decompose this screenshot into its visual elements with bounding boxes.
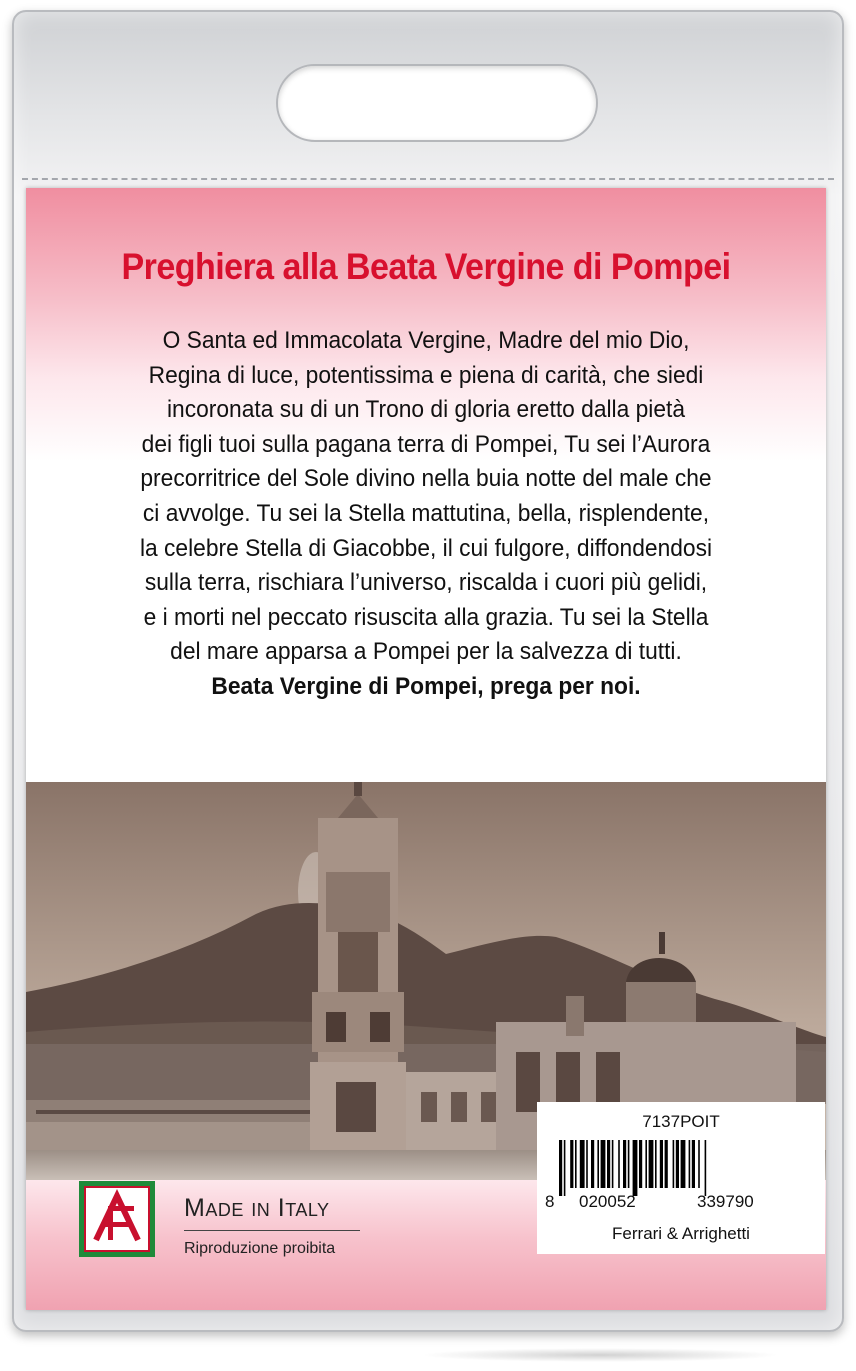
barcode-bar (692, 1140, 695, 1188)
barcode-bar (698, 1140, 700, 1188)
ferrari-arrighetti-logo (79, 1181, 155, 1257)
barcode-bar (586, 1140, 588, 1188)
prayer-line: dei figli tuoi sulla pagana terra di Pompei, Tu sei l’Aurora (141, 430, 711, 458)
barcode-bar (681, 1140, 686, 1188)
made-in-italy: MADE IN ITALY (184, 1194, 330, 1222)
prayer-line: sulla terra, rischiara l’universo, riscalda i cuori più gelidi, (144, 569, 708, 597)
package-shadow (420, 1348, 780, 1362)
barcode-bar (665, 1140, 668, 1188)
barcode-bar (607, 1140, 610, 1188)
made-in-divider (184, 1230, 360, 1231)
fa-logo-icon (86, 1188, 148, 1250)
barcode-bar (689, 1140, 691, 1188)
seal-line-top (22, 178, 834, 180)
barcode-bar (618, 1140, 620, 1188)
barcode-bar (597, 1140, 599, 1188)
prayer-line: O Santa ed Immacolata Vergine, Madre del mio Dio, (162, 327, 690, 354)
barcode-bar (580, 1140, 585, 1188)
barcode-bar (628, 1140, 630, 1188)
barcode-bar (601, 1140, 606, 1188)
prayer-line: ci avvolge. Tu sei la Stella mattutina, bella, risplendente, (142, 499, 710, 527)
product-code: 7137POIT (642, 1112, 720, 1131)
prayer-line: del mare apparsa a Pompei per la salvezza di tutti. (170, 638, 682, 666)
barcode-bar (559, 1140, 562, 1196)
brand-name: Ferrari & Arrighetti (612, 1224, 750, 1243)
barcode-digits-right: 339790 (697, 1192, 754, 1211)
barcode-bar (676, 1140, 679, 1188)
prayer-line: e i morti nel peccato risuscita alla grazia. Tu sei la Stella (143, 603, 709, 631)
barcode-bar (575, 1140, 577, 1188)
prayer-line: la celebre Stella di Giacobbe, il cui fulgore, diffondendosi (139, 534, 713, 562)
prayer-text (86, 324, 767, 705)
prayer-card (26, 188, 826, 1310)
barcode-bar (660, 1140, 663, 1188)
barcode-bar (570, 1140, 573, 1188)
barcode-bar (673, 1140, 675, 1188)
barcode-bar (564, 1140, 566, 1196)
barcode-bar (591, 1140, 594, 1188)
barcode-digit-first: 8 (545, 1192, 555, 1211)
barcode-bar (623, 1140, 626, 1188)
barcode-bar (649, 1140, 654, 1188)
barcode-bar (639, 1140, 642, 1188)
barcode-icon (559, 1140, 803, 1196)
reproduction-notice: Riproduzione proibita (184, 1240, 336, 1257)
prayer-line: incoronata su di un Trono di gloria eretto dalla pietà (166, 396, 686, 424)
hang-hole (276, 64, 598, 142)
barcode-bar (705, 1140, 707, 1196)
barcode-bar (645, 1140, 647, 1188)
barcode-label (537, 1102, 825, 1254)
barcode-bar (612, 1140, 614, 1188)
prayer-line: Regina di luce, potentissima e piena di carità, che siedi (148, 361, 704, 389)
prayer-title: Preghiera alla Beata Vergine di Pompei (121, 246, 731, 287)
barcode-bar (633, 1140, 638, 1196)
barcode-digits-left: 020052 (579, 1192, 636, 1211)
prayer-closing: Beata Vergine di Pompei, prega per noi. (211, 672, 641, 700)
prayer-line: precorritrice del Sole divino nella buia notte del male che (140, 465, 712, 493)
barcode-bar (655, 1140, 657, 1188)
